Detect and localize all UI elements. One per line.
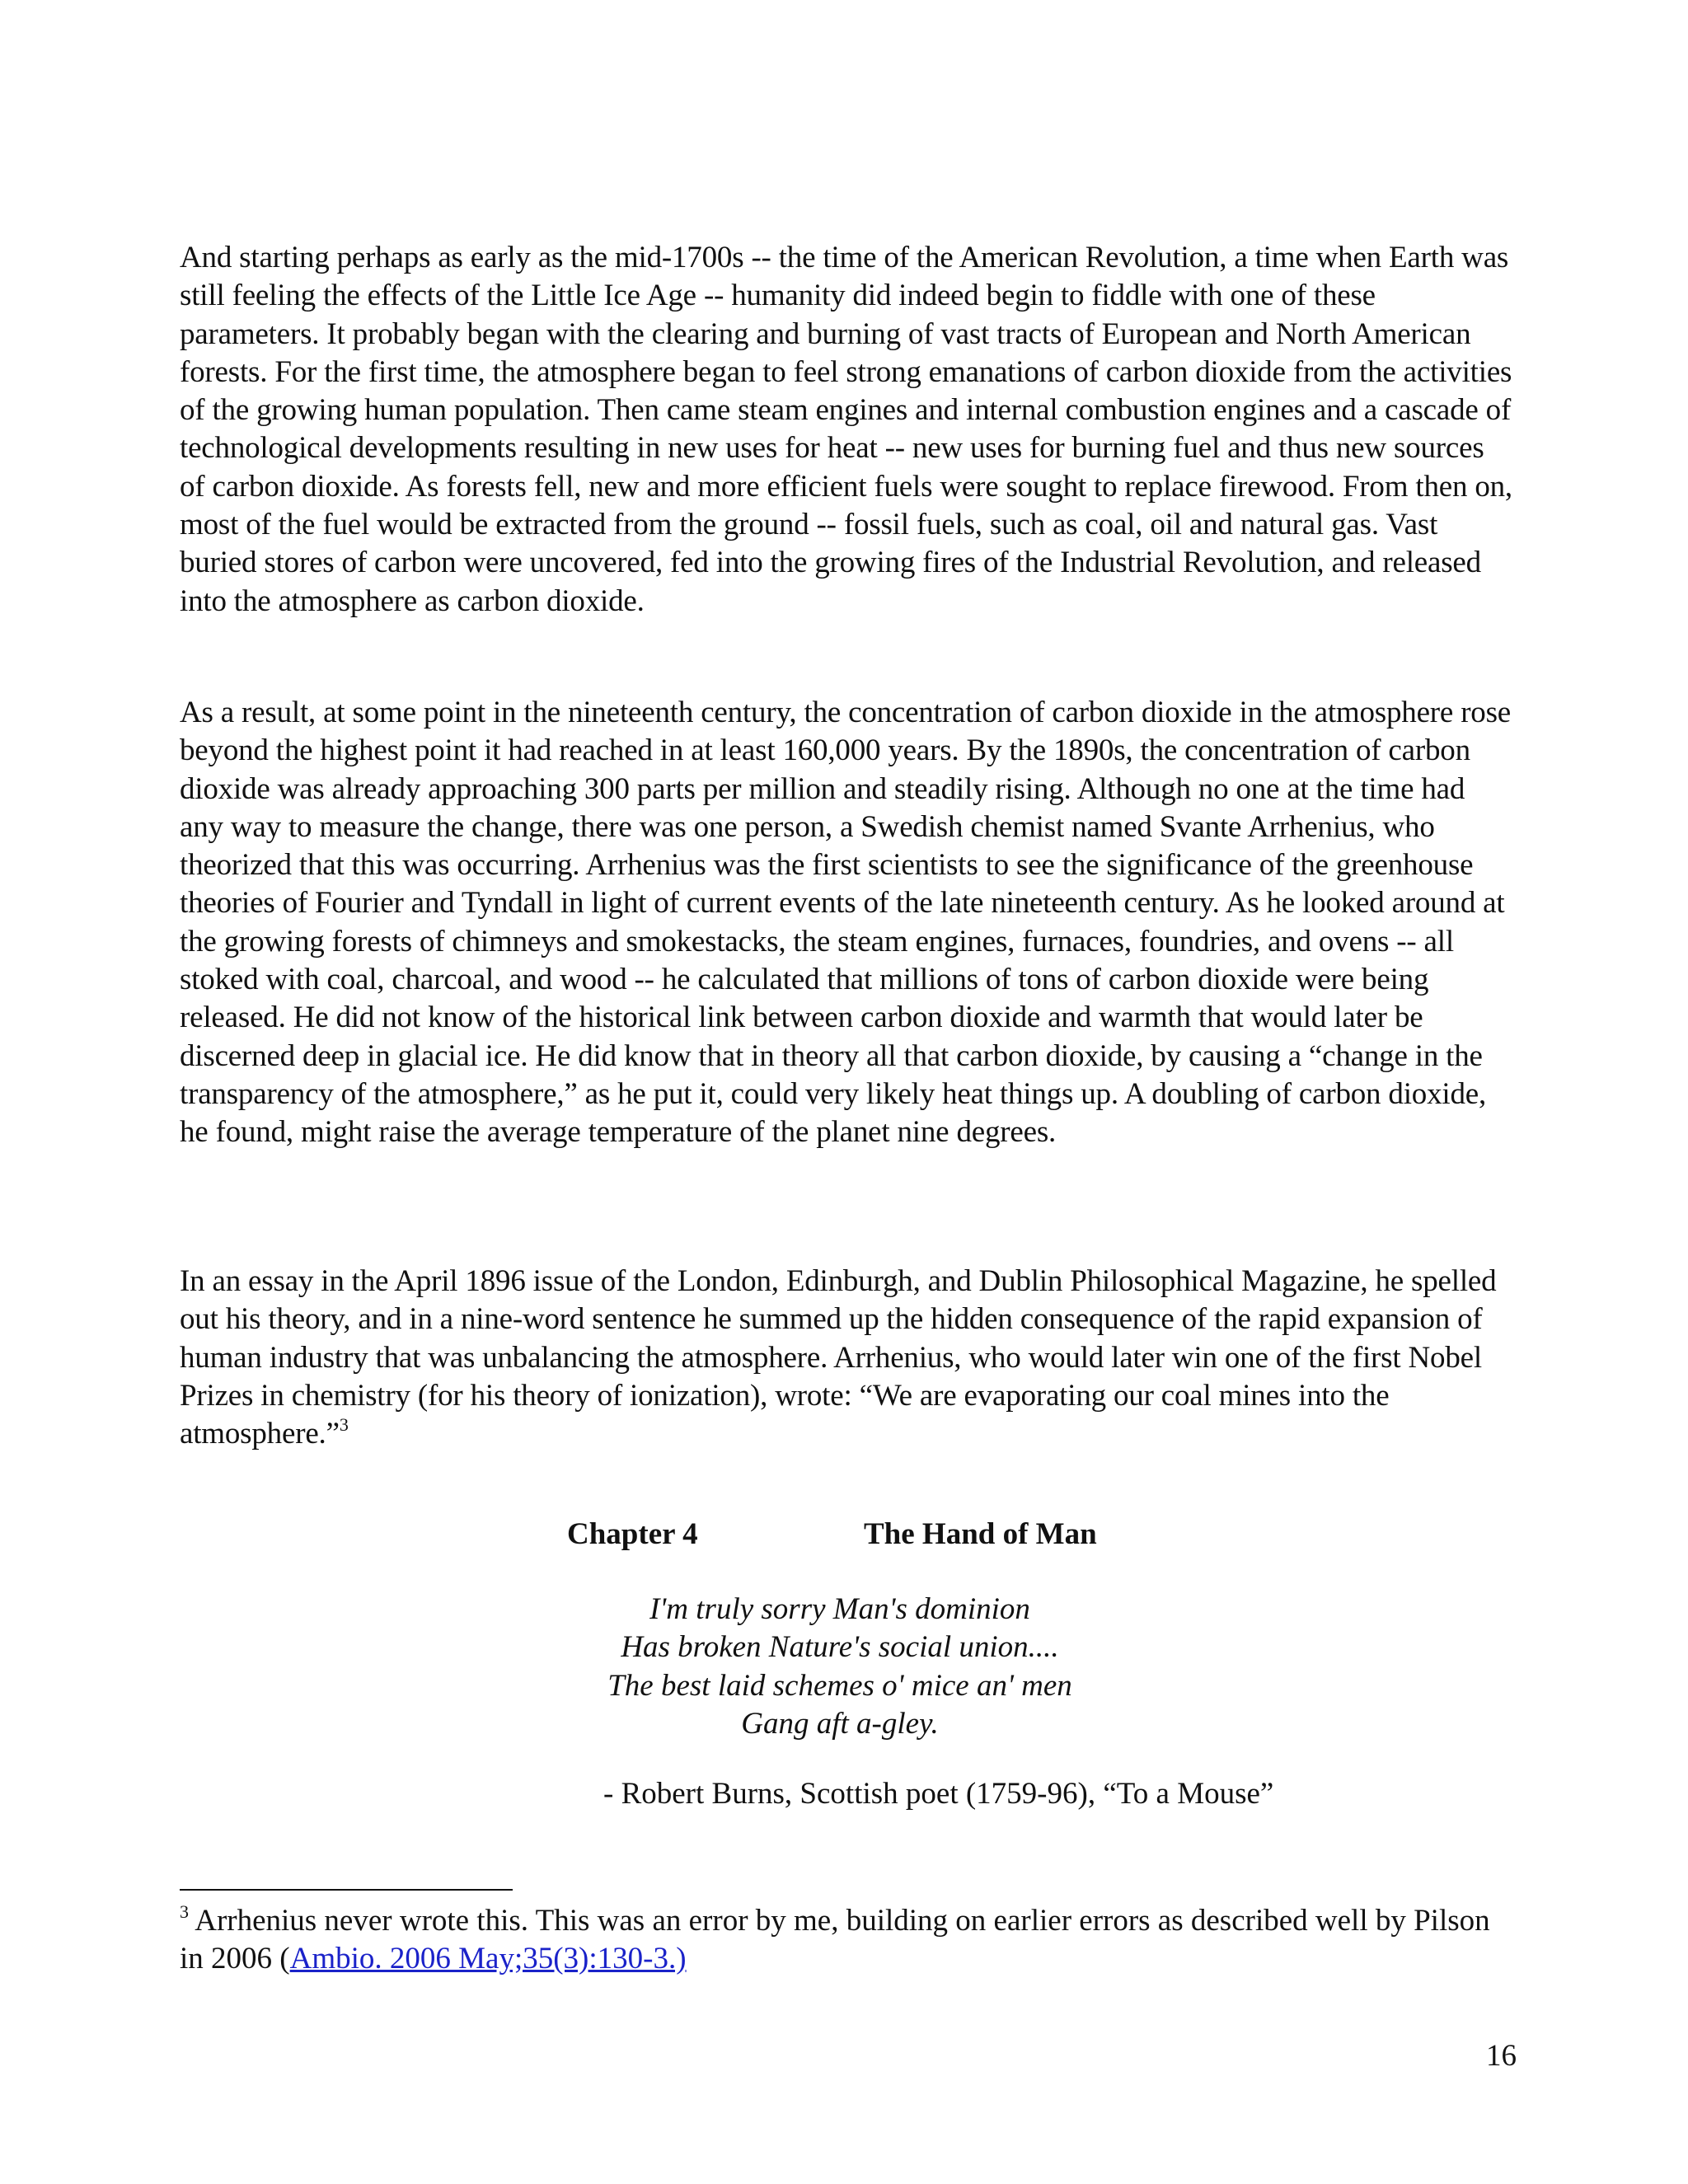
epigraph-attribution: - Robert Burns, Scottish poet (1759-96), “To a Mouse” <box>603 1777 1274 1811</box>
footnote-text: Arrhenius never wrote this. This was an error by me, building on earlier errors as described well by Pilson in 2006 ( <box>180 1904 1490 1976</box>
chapter-heading <box>0 1516 1688 1556</box>
footnote <box>180 1902 1515 1979</box>
footnote-marker: 3 <box>180 1900 189 1922</box>
footnote-citation-link[interactable]: Ambio. 2006 May;35(3):130-3.) <box>289 1942 687 1976</box>
chapter-number: Chapter 4 <box>567 1517 698 1551</box>
epigraph-line-3: The best laid schemes o' mice an' men <box>607 1668 1072 1703</box>
epigraph <box>514 1591 1165 1743</box>
chapter-title: The Hand of Man <box>864 1517 1097 1551</box>
body-paragraph-1: And starting perhaps as early as the mid-1700s -- the time of the American Revolution, a time when Earth was still feeling the effects of the Little Ice Age -- humanity did indeed begin to fiddle with one of these parameters. It probably began with the clearing and burning of vast tracts of European and North American forests. For the first time, the atmosphere began to feel strong emanations of carbon dioxide from the activities of the growing human population. Then came steam engines and internal combustion engines and a cascade of technological developments resulting in new uses for heat -- new uses for burning fuel and thus new sources of carbon dioxide. As forests fell, new and more efficient fuels were sought to replace firewood. From then on, most of the fuel would be extracted from the ground -- fossil fuels, such as coal, oil and natural gas. Vast buried stores of carbon were uncovered, fed into the growing fires of the Industrial Revolution, and released into the atmosphere as carbon dioxide. <box>180 241 1512 618</box>
epigraph-line-4: Gang aft a-gley. <box>741 1706 939 1741</box>
footnote-reference-marker[interactable]: 3 <box>339 1413 349 1435</box>
body-paragraph-3 <box>180 1263 1515 1453</box>
page-number: 16 <box>1486 2039 1517 2073</box>
footnote-separator <box>180 1889 513 1891</box>
epigraph-line-1: I'm truly sorry Man's dominion <box>649 1592 1030 1626</box>
epigraph-line-2: Has broken Nature's social union.... <box>621 1630 1059 1665</box>
body-paragraph-2: As a result, at some point in the nineteenth century, the concentration of carbon dioxide in the atmosphere rose beyond the highest point it had reached in at least 160,000 years. By the 1890s, the concentration of carbon dioxide was already approaching 300 parts per million and steadily rising. Although no one at the time had any way to measure the change, there was one person, a Swedish chemist named Svante Arrhenius, who theorized that this was occurring. Arrhenius was the first scientists to see the significance of the greenhouse theories of Fourier and Tyndall in light of current events of the late nineteenth century. As he looked around at the growing forests of chimneys and smokestacks, the steam engines, furnaces, foundries, and ovens -- all stoked with coal, charcoal, and wood -- he calculated that millions of tons of carbon dioxide were being released. He did not know of the historical link between carbon dioxide and warmth that would later be discerned deep in glacial ice. He did know that in theory all that carbon dioxide, by causing a “change in the transparency of the atmosphere,” as he put it, could very likely heat things up. A doubling of carbon dioxide, he found, might raise the average temperature of the planet nine degrees. <box>180 696 1512 1150</box>
body-paragraph-3-text: In an essay in the April 1896 issue of the London, Edinburgh, and Dublin Philosophical Magazine, he spelled out his theory, and in a nine-word sentence he summed up the hidden consequence of the rapid expansion of human industry that was unbalancing the atmosphere. Arrhenius, who would later win one of the first Nobel Prizes in chemistry (for his theory of ionization), wrote: “We are evaporating our coal mines into the atmosphere.” <box>180 1264 1497 1451</box>
